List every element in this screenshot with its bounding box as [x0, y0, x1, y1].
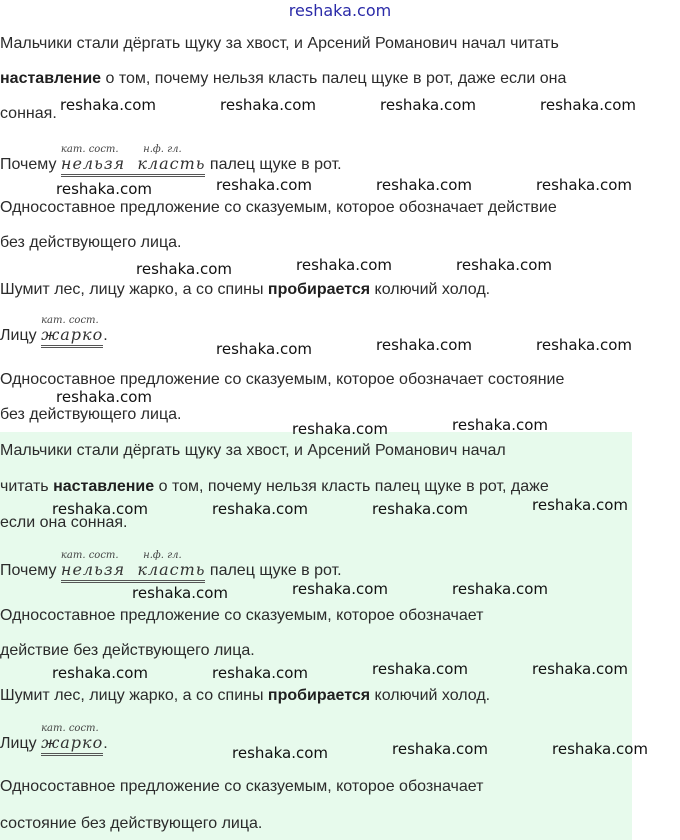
example-text: Лицу	[0, 327, 37, 344]
paragraph-line	[0, 477, 549, 497]
example-text: .	[103, 327, 108, 344]
handwritten-word: жарко	[41, 325, 104, 344]
predicate-word	[125, 144, 206, 177]
paragraph-line	[0, 69, 566, 89]
handwritten-word: класть	[137, 154, 206, 173]
example-text: Почему	[0, 562, 57, 579]
watermark: reshaka.com	[216, 340, 312, 358]
watermark: reshaka.com	[136, 260, 232, 278]
watermark: reshaka.com	[376, 176, 472, 194]
solution-block-2	[0, 432, 632, 840]
watermark: reshaka.com	[536, 176, 632, 194]
watermark: reshaka.com	[132, 584, 228, 602]
example-text: Лицу	[0, 735, 37, 752]
example-sentence	[0, 315, 108, 348]
watermark: reshaka.com	[452, 416, 548, 434]
grammar-note: н.ф. гл.	[143, 144, 182, 155]
handwritten-word: нельзя	[60, 154, 126, 173]
description-line: Односоставное предложение со сказуемым, которое обозначает действие	[0, 199, 557, 216]
watermark: reshaka.com	[372, 500, 468, 518]
grammar-note: кат. сост.	[60, 550, 119, 561]
bold-word: пробирается	[267, 687, 371, 704]
paragraph-text: о том, почему нельзя класть палец щуке в рот, даже если она	[101, 70, 567, 87]
watermark: reshaka.com	[52, 664, 148, 682]
watermark: reshaka.com	[380, 96, 476, 114]
watermark: reshaka.com	[232, 744, 328, 762]
watermark: reshaka.com	[292, 420, 388, 438]
predicate-word	[125, 550, 206, 583]
paragraph-line	[0, 686, 490, 706]
watermark: reshaka.com	[52, 500, 148, 518]
example-text: .	[103, 735, 108, 752]
description-line: Односоставное предложение со сказуемым, которое обозначает состояние	[0, 371, 565, 388]
watermark: reshaka.com	[220, 96, 316, 114]
predicate-word	[60, 550, 126, 583]
grammar-note: кат. сост.	[41, 723, 99, 734]
example-sentence	[0, 144, 342, 177]
watermark: reshaka.com	[376, 336, 472, 354]
watermark: reshaka.com	[372, 660, 468, 678]
example-sentence	[0, 723, 108, 756]
example-text: Почему	[0, 156, 57, 173]
watermark: reshaka.com	[532, 496, 628, 514]
watermark: reshaka.com	[296, 256, 392, 274]
watermark: reshaka.com	[536, 336, 632, 354]
watermark: reshaka.com	[212, 664, 308, 682]
watermark: reshaka.com	[452, 580, 548, 598]
grammar-note: кат. сост.	[60, 144, 119, 155]
example-text: палец щуке в рот.	[209, 562, 342, 579]
paragraph-text: читать	[0, 478, 54, 495]
site-logo-link[interactable]: reshaka.com	[288, 1, 392, 20]
paragraph-text: Шумит лес, лицу жарко, а со спины	[0, 281, 268, 298]
grammar-note: кат. сост.	[41, 315, 99, 326]
predicate-word	[41, 723, 104, 756]
paragraph-line: Мальчики стали дёргать щуку за хвост, и Арсений Романович начал	[0, 442, 506, 459]
description-line: состояние без действующего лица.	[0, 815, 263, 832]
watermark: reshaka.com	[292, 580, 388, 598]
description-line: без действующего лица.	[0, 406, 182, 423]
example-sentence	[0, 550, 342, 583]
watermark: reshaka.com	[56, 180, 152, 198]
watermark: reshaka.com	[216, 176, 312, 194]
paragraph-text: о том, почему нельзя класть палец щуке в рот, даже	[154, 478, 549, 495]
description-line: Односоставное предложение со сказуемым, которое обозначает	[0, 778, 484, 795]
bold-word: пробирается	[267, 281, 371, 298]
watermark: reshaka.com	[456, 256, 552, 274]
paragraph-line: сонная.	[0, 105, 57, 122]
paragraph-line: Мальчики стали дёргать щуку за хвост, и Арсений Романович начал читать	[0, 35, 559, 52]
predicate-word	[60, 144, 126, 177]
paragraph-text: Шумит лес, лицу жарко, а со спины	[0, 687, 268, 704]
watermark: reshaka.com	[532, 660, 628, 678]
watermark: reshaka.com	[552, 740, 648, 758]
handwritten-word: нельзя	[60, 560, 126, 579]
description-line: действие без действующего лица.	[0, 642, 255, 659]
paragraph-text: колючий холод.	[370, 281, 491, 298]
paragraph-line: если она сонная.	[0, 514, 128, 531]
watermark: reshaka.com	[56, 388, 152, 406]
handwritten-word: жарко	[41, 733, 104, 752]
watermark: reshaka.com	[212, 500, 308, 518]
description-line: без действующего лица.	[0, 234, 182, 251]
description-line: Односоставное предложение со сказуемым, которое обозначает	[0, 607, 484, 624]
example-text: палец щуке в рот.	[209, 156, 342, 173]
grammar-note: н.ф. гл.	[143, 550, 182, 561]
watermark: reshaka.com	[392, 740, 488, 758]
handwritten-word: класть	[137, 560, 206, 579]
predicate-word	[41, 315, 104, 348]
watermark: reshaka.com	[540, 96, 636, 114]
paragraph-line	[0, 280, 490, 300]
watermark: reshaka.com	[60, 96, 156, 114]
paragraph-text: колючий холод.	[370, 687, 491, 704]
bold-word: наставление	[53, 478, 155, 495]
bold-word: наставление	[0, 70, 102, 87]
